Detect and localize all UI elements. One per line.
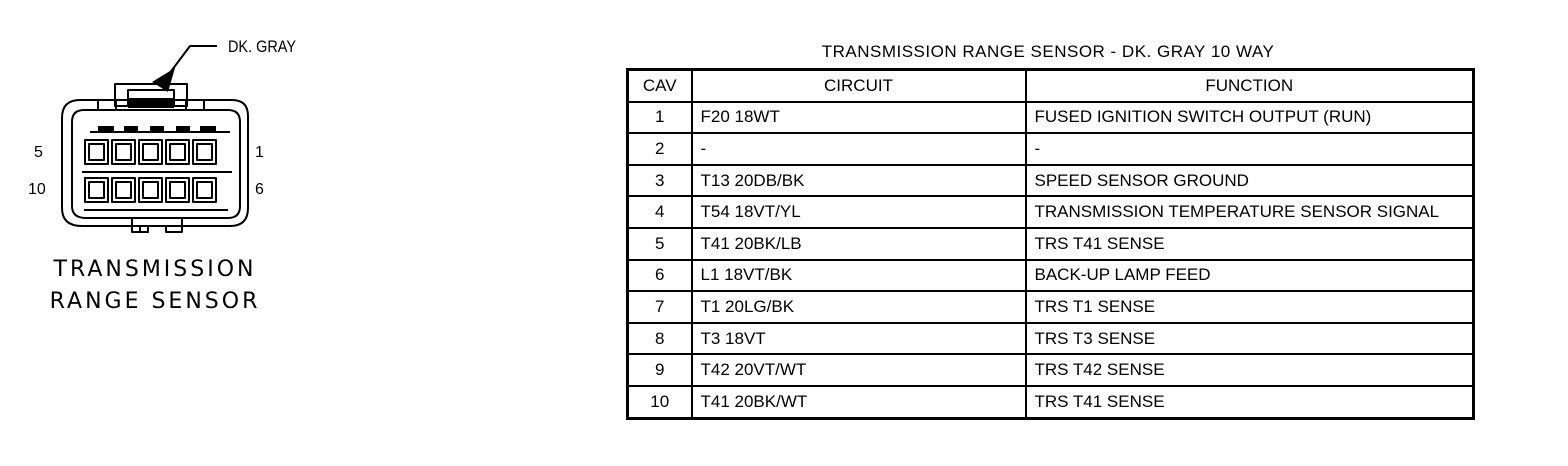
cell-circuit: T41 20BK/WT [692,386,1026,418]
header-function: FUNCTION [1026,70,1474,102]
part-name-line1: TRANSMISSION [53,257,257,282]
cell-cav: 6 [628,260,692,292]
table-row [628,386,1474,418]
cell-cav: 10 [628,386,692,418]
cell-cav: 5 [628,228,692,260]
cell-cav: 9 [628,354,692,386]
pin-label-10: 10 [28,181,46,198]
cell-circuit: L1 18VT/BK [692,260,1026,292]
cell-function: TRS T1 SENSE [1026,291,1474,323]
cell-cav: 2 [628,133,692,165]
cavities-top-row [85,140,216,164]
cell-cav: 8 [628,323,692,355]
cell-function: TRS T41 SENSE [1026,228,1474,260]
cell-function: SPEED SENSOR GROUND [1026,165,1474,197]
leader-line [166,46,217,78]
part-name-line2: RANGE SENSOR [49,289,261,314]
cell-cav: 4 [628,196,692,228]
table-row [628,354,1474,386]
cavities-bottom-row [85,178,216,202]
cell-function: TRS T42 SENSE [1026,354,1474,386]
pin-label-1: 1 [255,144,264,161]
cell-circuit: - [692,133,1026,165]
header-cav: CAV [628,70,692,102]
cell-circuit: T13 20DB/BK [692,165,1026,197]
arrow-head [152,68,175,92]
cell-function: TRS T41 SENSE [1026,386,1474,418]
table-header-row [628,70,1474,102]
cell-circuit: T42 20VT/WT [692,354,1026,386]
cell-cav: 3 [628,165,692,197]
cell-circuit: F20 18WT [692,102,1026,134]
cell-circuit: T54 18VT/YL [692,196,1026,228]
table-row [628,196,1474,228]
pin-label-5: 5 [34,144,43,161]
cell-circuit: T3 18VT [692,323,1026,355]
cell-function: TRANSMISSION TEMPERATURE SENSOR SIGNAL [1026,196,1474,228]
cell-function: TRS T3 SENSE [1026,323,1474,355]
pinout-table [626,68,1475,420]
connector-color-label: DK. GRAY [228,37,296,56]
cell-circuit: T41 20BK/LB [692,228,1026,260]
cell-cav: 1 [628,102,692,134]
table-row [628,260,1474,292]
table-row [628,165,1474,197]
cell-cav: 7 [628,291,692,323]
header-circuit: CIRCUIT [692,70,1026,102]
cell-function: FUSED IGNITION SWITCH OUTPUT (RUN) [1026,102,1474,134]
table-row [628,133,1474,165]
cell-function: - [1026,133,1474,165]
table-row [628,291,1474,323]
table-title: TRANSMISSION RANGE SENSOR - DK. GRAY 10 WAY [821,42,1275,61]
cell-function: BACK-UP LAMP FEED [1026,260,1474,292]
table-row [628,228,1474,260]
cell-circuit: T1 20LG/BK [692,291,1026,323]
table-row [628,323,1474,355]
pin-label-6: 6 [255,181,264,198]
table-row [628,102,1474,134]
